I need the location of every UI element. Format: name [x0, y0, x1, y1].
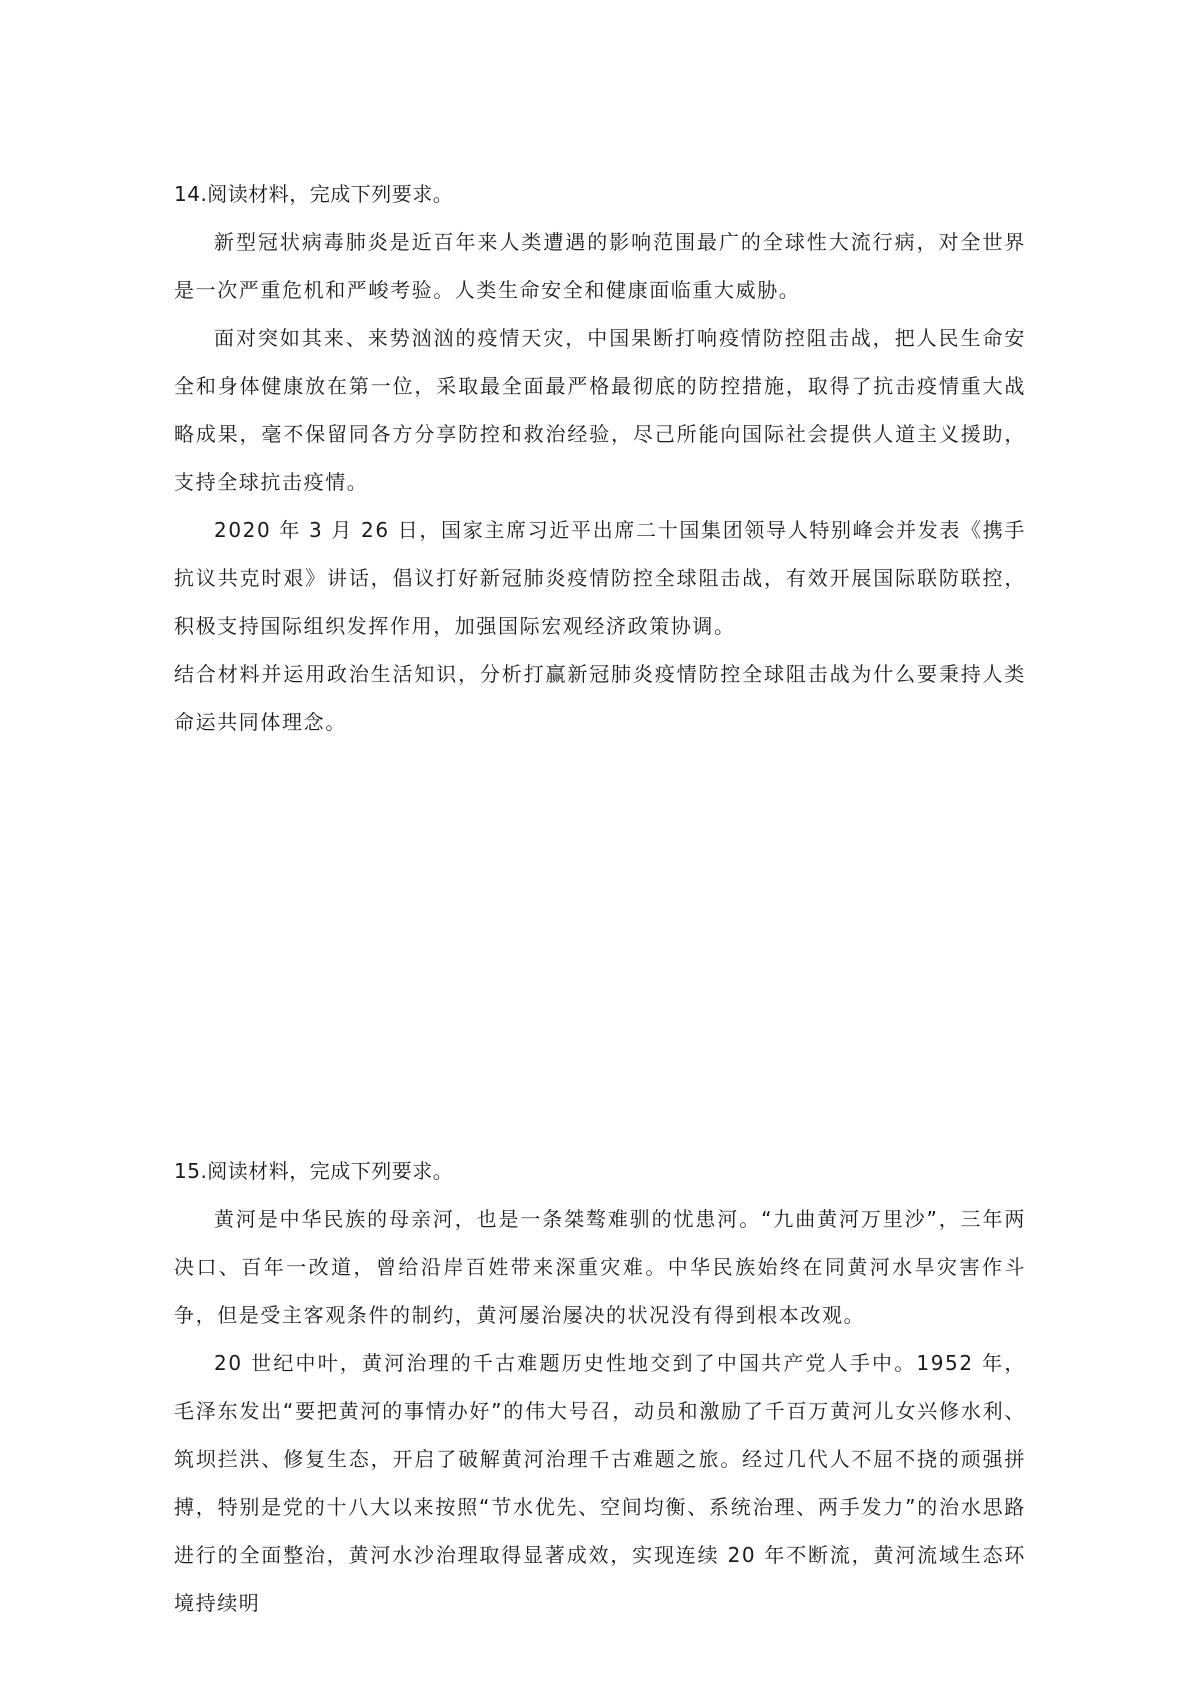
- question-14-material-1: 新型冠状病毒肺炎是近百年来人类遭遇的影响范围最广的全球性大流行病，对全世界是一次严重危机和严峻考验。人类生命安全和健康面临重大威胁。: [174, 230, 1026, 302]
- question-15-material-2: 20 世纪中叶，黄河治理的千古难题历史性地交到了中国共产党人手中。1952 年，毛泽东发出“要把黄河的事情办好”的伟大号召，动员和激励了千百万黄河儿女兴修水利、筑坝拦洪、修复生态，开启了破解黄河治理千古难题之旅。经过几代人不屈不挠的顽强拼搏，特别是党的十八大以来按照“节水优先、空间均衡、系统治理、两手发力”的治水思路进行的全面整治，黄河水沙治理取得显著成效，实现连续 20 年不断流，黄河流域生态环境持续明: [174, 1351, 1026, 1615]
- question-15: [174, 1147, 1026, 1627]
- question-15-title: 15.阅读材料，完成下列要求。: [174, 1159, 454, 1183]
- question-14-prompt: 结合材料并运用政治生活知识，分析打赢新冠肺炎疫情防控全球阻击战为什么要秉持人类命运共同体理念。: [174, 662, 1026, 734]
- question-14-title: 14.阅读材料，完成下列要求。: [174, 182, 454, 206]
- question-15-material-1: 黄河是中华民族的母亲河，也是一条桀骜难驯的忧患河。“九曲黄河万里沙”，三年两决口、百年一改道，曾给沿岸百姓带来深重灾难。中华民族始终在同黄河水旱灾害作斗争，但是受主客观条件的制约，黄河屡治屡决的状况没有得到根本改观。: [174, 1207, 1026, 1327]
- question-14-material-3: 2020 年 3 月 26 日，国家主席习近平出席二十国集团领导人特别峰会并发表《携手抗议共克时艰》讲话，倡议打好新冠肺炎疫情防控全球阻击战，有效开展国际联防联控，积极支持国际组织发挥作用，加强国际宏观经济政策协调。: [174, 518, 1026, 638]
- question-14-material-2: 面对突如其来、来势汹汹的疫情天灾，中国果断打响疫情防控阻击战，把人民生命安全和身体健康放在第一位，采取最全面最严格最彻底的防控措施，取得了抗击疫情重大战略成果，毫不保留同各方分享防控和救治经验，尽己所能向国际社会提供人道主义援助，支持全球抗击疫情。: [174, 326, 1026, 494]
- question-14: [174, 170, 1026, 746]
